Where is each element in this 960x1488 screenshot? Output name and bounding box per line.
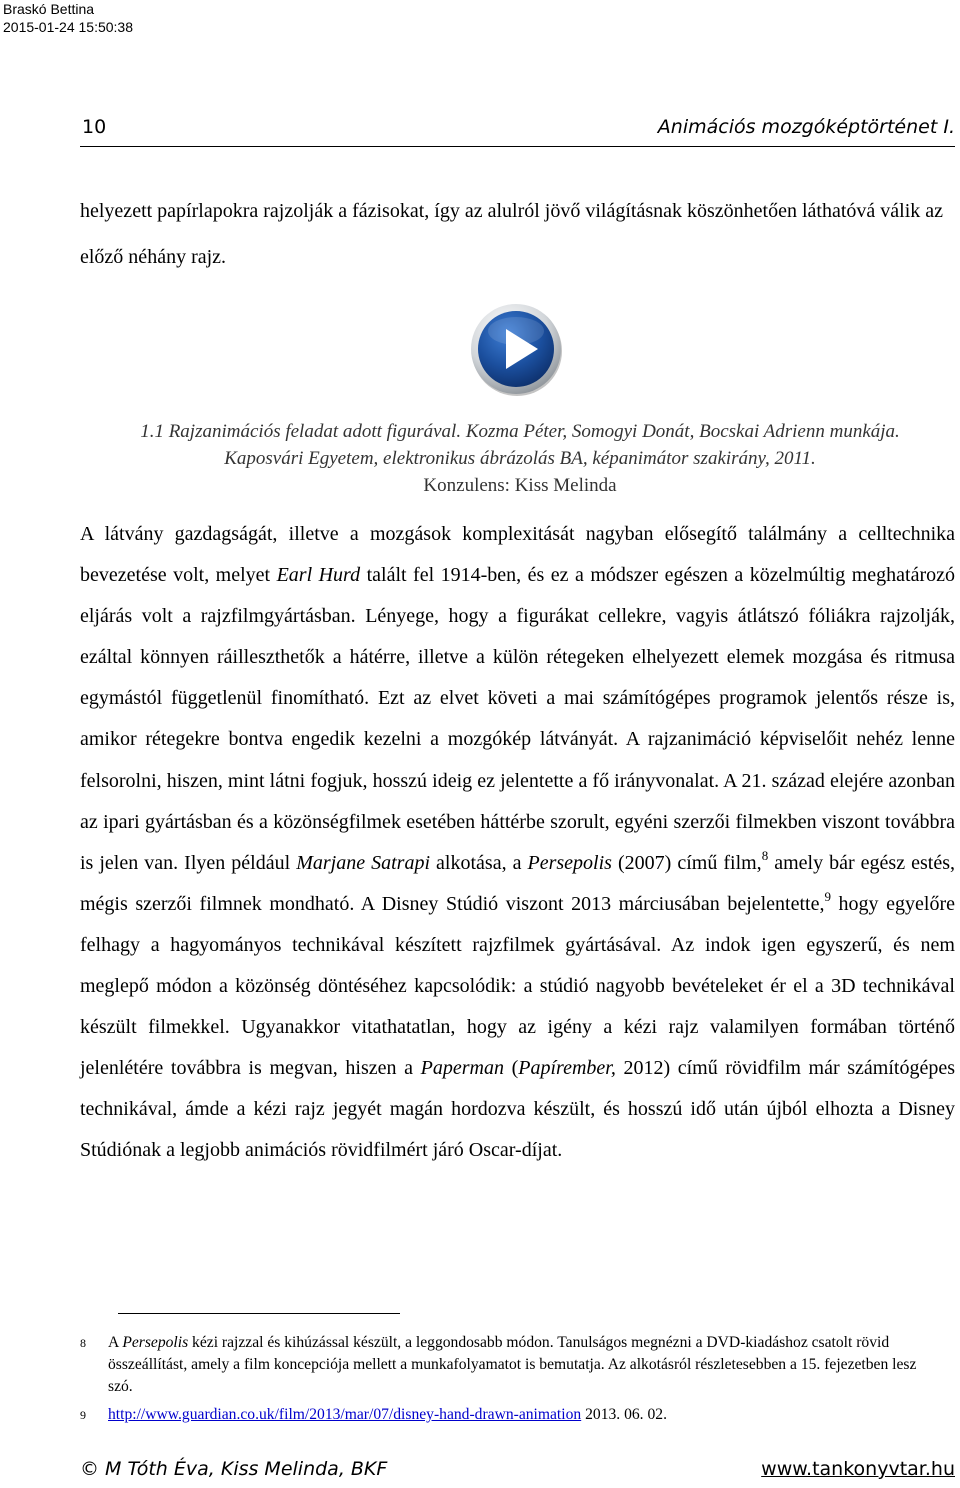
footnote-ref-8[interactable]: 8 [761, 847, 769, 863]
author-name: Braskó Bettina [3, 1, 95, 17]
person-marjane-satrapi: Marjane Satrapi [296, 851, 431, 874]
book-title: Animációs mozgóképtörténet I. [657, 116, 955, 138]
document-metadata [3, 0, 133, 36]
timestamp: 2015-01-24 15:50:38 [3, 19, 133, 35]
figure-caption [100, 418, 940, 499]
footnote-text: A Persepolis kézi rajzzal és kihúzással készült, a leggondosabb módon. Tanulságos megnézni a DVD-kiadáshoz csatolt rövid összeállítást, amely a film koncepciója mellett a munkafolyamatot is bemutatja. Az alkotásról részletesebben a 15. fejezetben lesz szó. [108, 1334, 917, 1395]
intro-paragraph: helyezett papírlapokra rajzolják a fázisokat, így az alulról jövő világításnak köszönhetően láthatóvá válik az előző néhány rajz. [80, 200, 943, 268]
footnote-number: 8 [80, 1336, 86, 1350]
caption-credits: 1.1 Rajzanimációs feladat adott figurával. Kozma Péter, Somogyi Donát, Bocskai Adrienn munkája. Kaposvári Egyetem, elektronikus ábrázolás BA, képanimátor szakirány, 2011. [140, 421, 900, 469]
copyright: © M Tóth Éva, Kiss Melinda, BKF [80, 1458, 388, 1480]
footnote-text: http://www.guardian.co.uk/film/2013/mar/07/disney-hand-drawn-animation 2013. 06. 02. [108, 1406, 667, 1423]
film-paperman: Paperman [420, 1057, 504, 1080]
film-persepolis: Persepolis [527, 851, 612, 874]
person-earl-hurd: Earl Hurd [276, 564, 361, 587]
footnote-ref-9[interactable]: 9 [824, 888, 831, 904]
film-papirember: Papírember, [518, 1057, 616, 1080]
page-header [80, 112, 955, 147]
video-play-button[interactable] [470, 303, 564, 397]
caption-consultant: Konzulens: Kiss Melinda [423, 475, 617, 496]
play-icon [470, 303, 564, 397]
website-link[interactable]: www.tankonyvtar.hu [761, 1458, 955, 1480]
footnote-divider [118, 1313, 400, 1314]
page-number: 10 [82, 116, 107, 138]
footnote-number: 9 [80, 1408, 86, 1422]
guardian-link[interactable]: http://www.guardian.co.uk/film/2013/mar/07/disney-hand-drawn-animation [108, 1406, 582, 1423]
body-paragraph: A látvány gazdagságát, illetve a mozgások komplexitását nagyban elősegítő találmány a celltechnika bevezetése volt, melyet Earl Hurd talált fel 1914-ben, és ez a módszer egészen a közelmúltig meghatározó eljárás volt a rajzfilmgyártásban. Lényege, hogy a figurákat cellekre, vagyis átlátszó fóliákra rajzolják, ezáltal könnyen ráilleszthetők a hátérre, illetve a külön rétegeken elhelyezett elemek mozgása és ritmusa egymástól függetlenül finomítható. Ezt az elvet követi a mai számítógépes programok jelentős része is, amikor rétegekre bontva engedik kezelni a mozgókép látványát. A rajzanimáció képviselőit nehéz lenne felsorolni, hiszen, mint látni fogjuk, hosszú ideig ez jelentette a fő irányvonalat. A 21. század elejére azonban az ipari gyártásban és a közönségfilmek esetében háttérbe szorult, egyéni szerzői filmekben viszont továbbra is jelen van. Ilyen például Marjane Satrapi alkotása, a Persepolis (2007) című film,$^8$ amely bár egész estés, mégis szerzői filmnek mondható. A Disney Stúdió viszont 2013 márciusában bejelentette,$^9$ hogy egyelőre felhagy a hagyományos technikával készített rajzfilmek gyártásával. Az indok igen egyszerű, és nem meglepő módon a közönség döntéséhez kapcsolódik: a stúdió nagyobb bevételeket ér el a 3D technikával készült filmekkel. Ugyanakkor vitathatatlan, hogy az igény a kézi rajz valamilyen formában történő jelenlétére továbbra is megvan, hiszen a Paperman (Papírember, 2012) című rövidfilm már számítógépes technikával, ámde a kézi rajz jegyét magán hordozva készült, és hosszú idő után újból elhozta a Disney Stúdiónak a legjobb animációs rövidfilmért járó Oscar-díjat. [80, 523, 956, 1162]
